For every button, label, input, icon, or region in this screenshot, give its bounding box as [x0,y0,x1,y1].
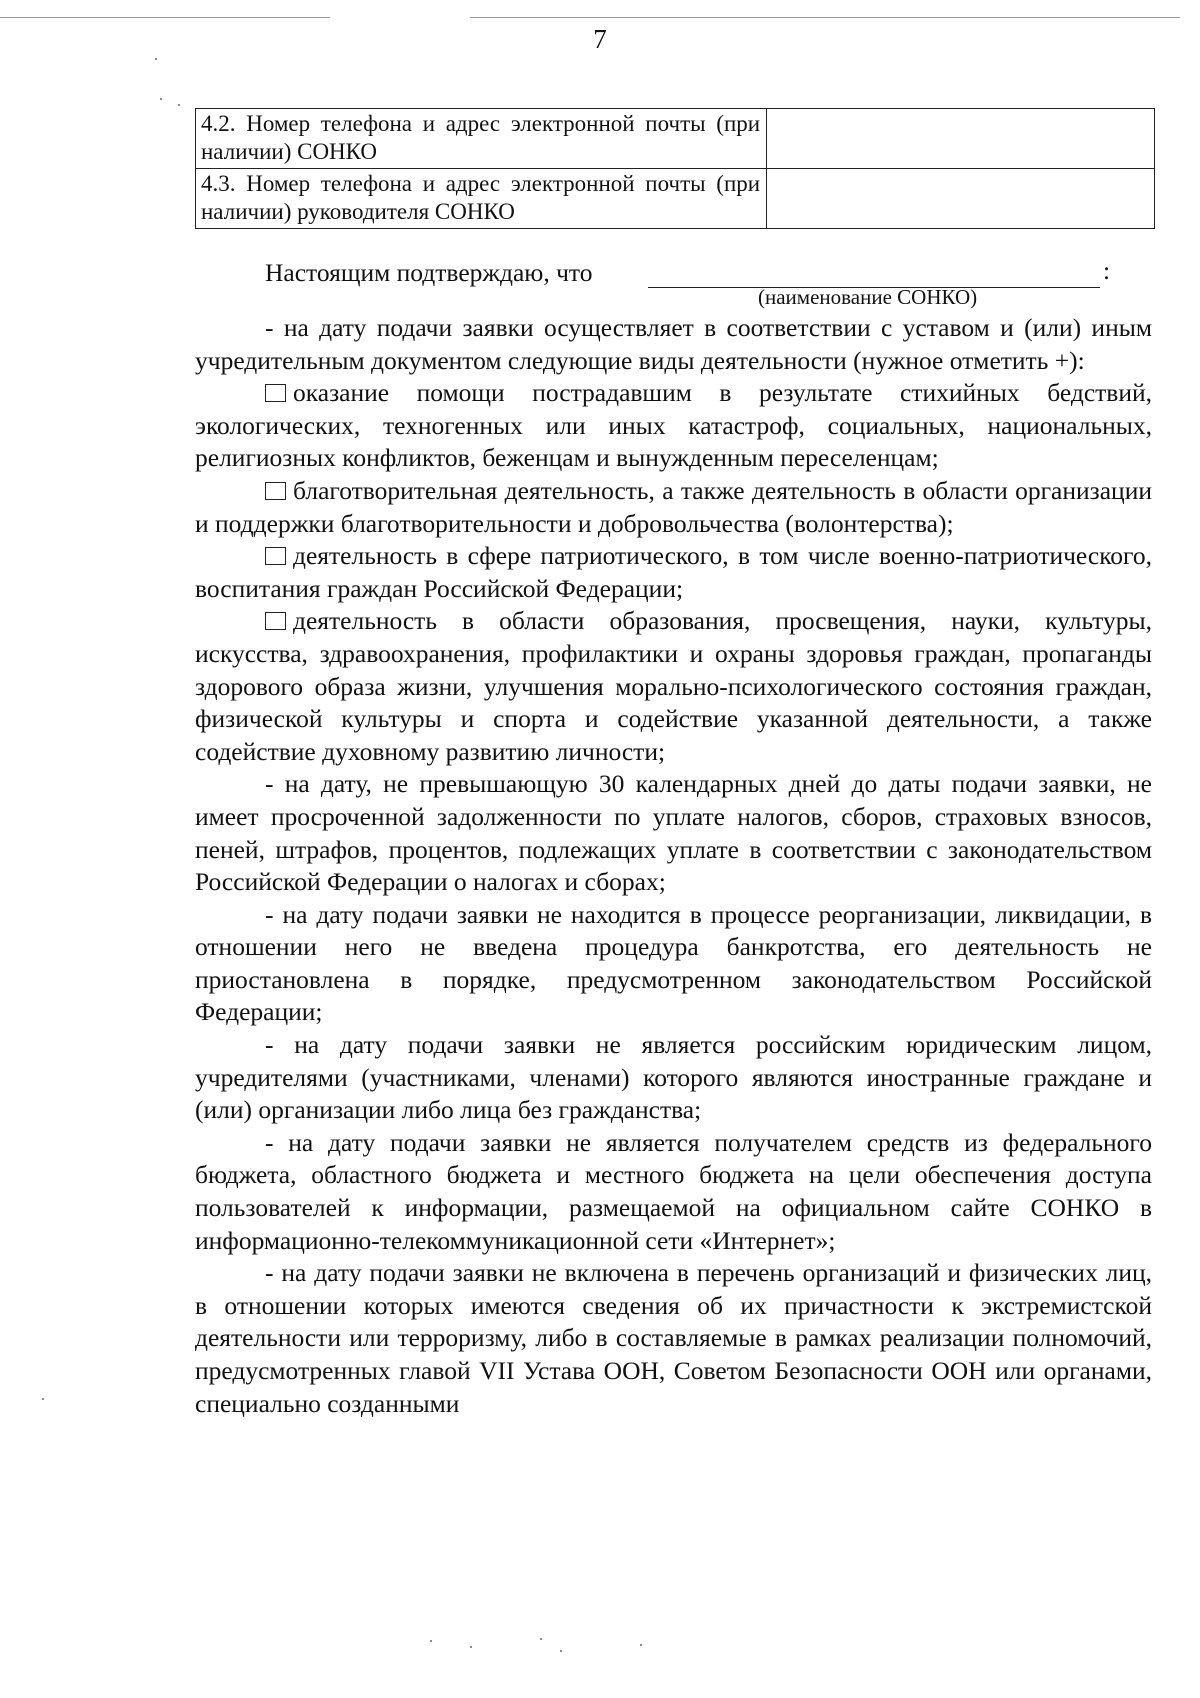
checkbox-icon [265,482,286,500]
scan-speck [540,1638,542,1640]
table-row [196,109,1155,169]
confirmation-colon: : [1103,256,1111,285]
scan-speck [470,1646,472,1648]
activity-option-text: деятельность в области образования, просвещения, науки, культуры, искусства, здравоохранения, профилактики и охраны здоровья граждан, пропаганды здорового образа жизни, улучшения морально-психологического состояния граждан, физической культуры и спорта и содействие указанной деятельности, а также содействие духовному развитию личности; [195,606,1152,766]
activity-option-text: благотворительная деятельность, а также деятельность в области организации и поддержки благотворительности и добровольчества (волонтерства); [195,475,1152,538]
paragraph: - на дату подачи заявки не находится в процессе реорганизации, ликвидации, в отношении него не введена процедура банкротства, его деятельность не приостановлена в порядке, предусмотренном законодательством Российской Федерации; [195,899,1152,1027]
paragraph: - на дату подачи заявки не является получателем средств из федерального бюджета, областного бюджета и местного бюджета на цели обеспечения доступа пользователей к информации, размещаемой на официальном сайте СОНКО в информационно-телекоммуникационной сети «Интернет»; [195,1127,1152,1255]
page-number: 7 [593,24,607,54]
activity-option-text: деятельность в сфере патриотического, в том числе военно-патриотического, воспитания граждан Российской Федерации; [195,541,1152,603]
table-cell-value [767,109,1155,169]
table-cell-label: 4.3. Номер телефона и адрес электронной почты (при наличии) руководителя СОНКО [196,169,767,229]
scan-speck [560,1650,562,1652]
checkbox-icon [265,612,286,630]
scan-edge-line [470,17,1180,18]
table-cell-label: 4.2. Номер телефона и адрес электронной почты (при наличии) СОНКО [196,109,767,169]
table-row [196,169,1155,229]
organization-name-blank [648,260,1100,288]
scan-speck [178,104,180,106]
activity-option [195,475,1152,540]
contact-info-table [195,108,1155,229]
checkbox-icon [265,547,286,565]
paragraph: - на дату подачи заявки не является российским юридическим лицом, учредителями (участниками, членами) которого являются иностранные граждане и (или) организации либо лица без гражданства; [195,1030,1152,1125]
confirmation-lead: Настоящим подтверждаю, что [265,258,593,287]
activity-option-text: оказание помощи пострадавшим в результате стихийных бедствий, экологических, техногенных или иных катастроф, социальных, национальных, религиозных конфликтов, беженцам и вынужденным переселенцам; [195,378,1152,473]
scan-speck [640,1644,642,1646]
paragraph: - на дату подачи заявки не включена в перечень организаций и физических лиц, в отношении которых имеются сведения об их причастности к экстремистской деятельности или терроризму, либо в составляемые в рамках реализации полномочий, предусмотренных главой VII Устава ООН, Советом Безопасности ООН или органами, специально созданными [195,1258,1152,1418]
scan-speck [155,58,157,60]
scan-edge-line [0,17,330,18]
activity-option [195,377,1152,475]
paragraph: - на дату, не превышающую 30 календарных дней до даты подачи заявки, не имеет просроченной задолженности по уплате налогов, сборов, страховых взносов, пеней, штрафов, процентов, подлежащих уплате в соответствии с законодательством Российской Федерации о налогах и сборах; [195,769,1152,897]
table-cell-value [767,169,1155,229]
document-body [195,312,1152,1420]
activity-option [195,540,1152,605]
scan-speck [160,98,162,100]
scan-speck [430,1640,432,1642]
paragraph: - на дату подачи заявки осуществляет в соответствии с уставом и (или) иным учредительным документом следующие виды деятельности (нужное отметить +): [195,313,1152,375]
checkbox-icon [265,384,286,402]
scan-speck [42,1398,44,1400]
blank-caption: (наименование СОНКО) [758,285,978,309]
activity-option [195,605,1152,768]
